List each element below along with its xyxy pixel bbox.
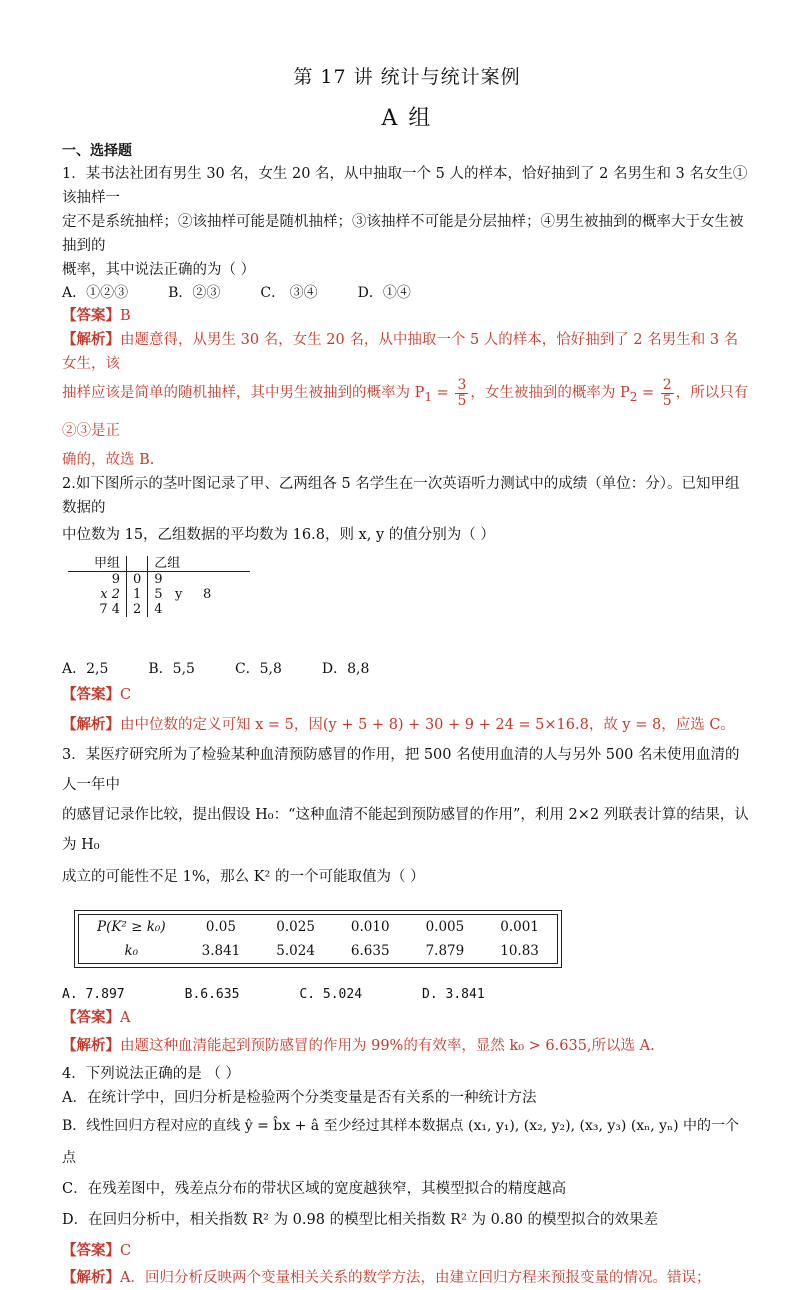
answer-label: 【答案】 <box>62 1241 120 1259</box>
fraction-p1 <box>455 378 468 409</box>
q2-answer <box>62 680 752 710</box>
stem-row-stem: 0 <box>127 571 148 587</box>
analysis-label: 【解析】 <box>62 715 120 733</box>
q4-answer <box>62 1236 752 1266</box>
q2-text-line1: 2.如下图所示的茎叶图记录了甲、乙两组各 5 名学生在一次英语听力测试中的成绩（单位：分）。已知甲组数据的 <box>62 475 740 516</box>
k-table-cell: P(K² ≥ k₀) <box>97 918 166 935</box>
k-table-cell: k₀ <box>124 942 139 959</box>
group-heading: A 组 <box>381 106 433 131</box>
q1-option-a: A．①②③ <box>62 285 129 301</box>
stem-row-stem: 2 <box>127 602 148 617</box>
q3-text-line3: 成立的可能性不足 1%，那么 K² 的一个可能取值为（ ） <box>62 868 425 885</box>
stem-leaf-plot <box>68 556 752 640</box>
stem-row-right: 9 <box>154 571 163 587</box>
p1-subscript: 1 <box>424 389 433 404</box>
k-table-cell: 0.05 <box>205 918 236 935</box>
q2-options <box>62 658 752 680</box>
k-table-cell: 7.879 <box>425 942 465 959</box>
p2-subscript: 2 <box>629 389 638 404</box>
stem-header-right: 乙组 <box>154 555 181 571</box>
stem-row-stem: 1 <box>127 587 148 602</box>
answer-label: 【答案】 <box>62 307 120 324</box>
k-table-cell: 6.635 <box>350 942 390 959</box>
k-squared-table <box>74 910 562 968</box>
q1-option-b: B．②③ <box>168 285 221 301</box>
q3-answer-value: A <box>120 1009 131 1026</box>
k-table-cell: 0.005 <box>425 918 465 935</box>
q3-text-line2: 的感冒记录作比较，提出假设 H₀：“这种血清不能起到预防感冒的作用”，利用 2×2 列联表计算的结果，认为 H₀ <box>62 806 749 853</box>
worksheet-page <box>62 62 752 1290</box>
q2-answer-value: C <box>120 686 132 703</box>
k-table-cell: 0.025 <box>276 918 315 935</box>
page-title: 第 17 讲 统计与统计案例 <box>293 66 521 88</box>
fraction-p2-num: 2 <box>662 376 672 393</box>
q3-analysis-text: 由题这种血清能起到预防感冒的作用为 99%的有效率，显然 k₀ > 6.635,所以选 A. <box>120 1037 655 1054</box>
q1-analysis-text2a: 抽样应该是简单的随机抽样，其中男生被抽到的概率为 P <box>62 385 425 401</box>
analysis-label: 【解析】 <box>62 1268 120 1286</box>
q4-text: 4．下列说法正确的是 （ ） <box>62 1065 240 1082</box>
fraction-p2-den: 5 <box>662 392 672 409</box>
q3-option-a: A. 7.897 <box>62 986 125 1002</box>
q2-option-d: D．8,8 <box>321 660 370 677</box>
k-table-cell: 5.024 <box>276 942 315 959</box>
q1-analysis-line3: 确的，故选 B. <box>62 451 155 468</box>
q3-options <box>62 984 752 1006</box>
q2-analysis <box>62 710 752 740</box>
q1-analysis-line2: 抽样应该是简单的随机抽样，其中男生被抽到的概率为 $P_1$ = $\frac{3}{5}$ ，女生被抽到的概率为 $P_2$ = $\frac{2}{5}$ ，所以只有②③是正 <box>62 376 749 439</box>
q3-text-line1: 3．某医疗研究所为了检验某种血清预防感冒的作用，把 500 名使用血清的人与另外 500 名未使用血清的人一年中 <box>62 746 740 793</box>
q1-answer <box>62 304 752 328</box>
stem-header-left: 甲组 <box>93 555 120 571</box>
q3-option-d: D. 3.841 <box>422 986 485 1002</box>
stem-header-mid <box>127 556 148 572</box>
q1-analysis-text2c: ，所以只有②③是正 <box>62 385 749 439</box>
k-table-cell: 0.010 <box>350 918 390 935</box>
q2-option-c: C．5,8 <box>234 660 282 677</box>
q3-option-c: C. 5.024 <box>299 986 363 1002</box>
q4-option-b: B．线性回归方程对应的直线 ŷ = b̂x + â 至少经过其样本数据点 (x₁, y₁), (x₂, y₂), (x₃, y₃) (xₙ, yₙ) 中的一个点 <box>62 1117 740 1166</box>
q1-option-c: C． ③④ <box>260 285 318 301</box>
q3-analysis <box>62 1030 752 1062</box>
q1-analysis-text2b: ，女生被抽到的概率为 P <box>470 385 630 401</box>
analysis-label: 【解析】 <box>62 331 120 348</box>
q1-text-line1: 1．某书法社团有男生 30 名，女生 20 名，从中抽取一个 5 人的样本，恰好抽到了 2 名男生和 3 名女生①该抽样一 <box>62 166 748 206</box>
q1-option-d: D．①④ <box>357 285 411 301</box>
answer-label: 【答案】 <box>62 685 120 703</box>
q1-options <box>62 282 752 304</box>
stem-row-left: x 2 <box>100 586 120 602</box>
q2-option-a: A．2,5 <box>62 660 109 677</box>
q4-analysis-text: A．回归分析反映两个变量相关关系的数学方法，由建立回归方程来预报变量的情况。错误； <box>120 1269 711 1286</box>
q2-text-line2: 中位数为 15，乙组数据的平均数为 16.8，则 x, y 的值分别为（ ） <box>62 526 495 543</box>
q1-text-line3: 概率，其中说法正确的为（ ） <box>62 262 256 278</box>
stem-row-right: 4 <box>154 601 163 617</box>
q1-analysis-text1: 由题意得，从男生 30 名，女生 20 名，从中抽取一个 5 人的样本，恰好抽到了 2 名男生和 3 名女生，该 <box>62 332 739 372</box>
fraction-p1-num: 3 <box>457 376 467 393</box>
q3-option-b: B.6.635 <box>184 986 240 1002</box>
section-heading: 一、选择题 <box>62 143 132 159</box>
stem-row-left: 9 <box>111 571 120 587</box>
q4-option-a: A．在统计学中，回归分析是检验两个分类变量是否有关系的一种统计方法 <box>62 1089 537 1106</box>
q1-answer-value: B <box>120 308 131 324</box>
q3-answer <box>62 1006 752 1030</box>
stem-row-right: 5 y 8 <box>154 586 212 602</box>
k-table-cell: 10.83 <box>500 942 539 959</box>
q1-text-line2: 定不是系统抽样；②该抽样可能是随机抽样；③该抽样不可能是分层抽样；④男生被抽到的概率大于女生被抽到的 <box>62 214 744 254</box>
q4-option-c: C．在残差图中，残差点分布的带状区域的宽度越狭窄，其模型拟合的精度越高 <box>62 1180 567 1197</box>
fraction-p2 <box>661 378 674 409</box>
stem-row-left: 7 4 <box>99 601 120 617</box>
analysis-label: 【解析】 <box>62 1036 120 1054</box>
q4-answer-value: C <box>120 1242 132 1259</box>
fraction-p1-den: 5 <box>457 392 467 409</box>
k-table-cell: 3.841 <box>201 942 241 959</box>
q2-option-b: B．5,5 <box>148 660 195 677</box>
answer-label: 【答案】 <box>62 1008 120 1026</box>
q2-analysis-text: 由中位数的定义可知 x = 5，因(y + 5 + 8) + 30 + 9 + 24 = 5×16.8，故 y = 8，应选 C。 <box>120 716 735 733</box>
q4-option-d: D．在回归分析中，相关指数 R² 为 0.98 的模型比相关指数 R² 为 0.80 的模型拟合的效果差 <box>62 1211 659 1228</box>
q4-analysis <box>62 1266 752 1290</box>
k-table-cell: 0.001 <box>500 918 539 935</box>
q1-analysis-line1 <box>62 328 752 376</box>
